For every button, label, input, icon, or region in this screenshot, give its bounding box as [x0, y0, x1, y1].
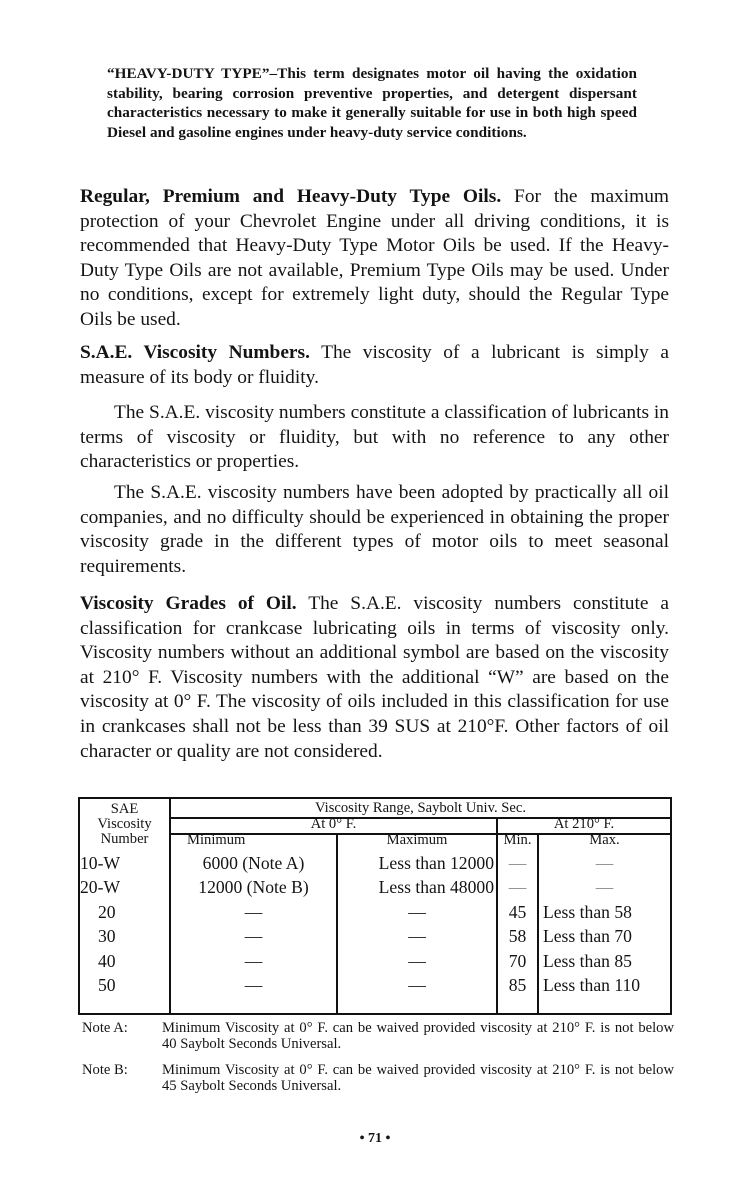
viscosity-table: [78, 797, 672, 1015]
cell-sae: 20-W: [80, 877, 121, 897]
viscosity-grades-paragraph: [80, 592, 669, 764]
cell-max-0f: Less than 12000: [378, 853, 494, 873]
viscosity-grades-heading: Viscosity Grades of Oil.: [80, 593, 297, 614]
note-a: [82, 1021, 674, 1052]
cell-max-0f: —: [408, 975, 426, 995]
cell-min-0f: —: [244, 975, 263, 995]
cell-sae: 50: [98, 975, 116, 995]
cell-min-210f: 45: [508, 902, 527, 922]
header-sae-line2: Viscosity: [97, 816, 152, 832]
cell-min-0f: —: [244, 926, 263, 946]
cell-min-0f: —: [244, 902, 263, 922]
header-max-0f: Maximum: [386, 832, 448, 848]
cell-max-0f: —: [408, 926, 426, 946]
cell-max-0f: Less than 48000: [378, 877, 494, 897]
cell-min-210f: 85: [508, 975, 527, 995]
cell-min-210f: 70: [508, 951, 527, 971]
cell-max-0f: —: [408, 902, 426, 922]
cell-max-210f: Less than 58: [543, 902, 632, 922]
header-at-0f: At 0° F.: [310, 816, 357, 832]
header-max-210f: Max.: [589, 832, 620, 848]
cell-max-210f: —: [595, 877, 614, 897]
cell-max-210f: Less than 70: [543, 926, 632, 946]
cell-max-210f: Less than 110: [543, 975, 641, 995]
cell-min-210f: 58: [508, 926, 527, 946]
cell-min-210f: —: [508, 877, 527, 897]
oil-types-body: For the maximum protection of your Chevrolet Engine under all driving conditions, it is recommended that Heavy-Duty Type Motor Oils be used. If the Heavy-Duty Type Oils are not available, Premium Type Oils may be used. Under no conditions, except for extremely light duty, should the Regular Type Oils be used.: [80, 186, 669, 330]
cell-min-0f: 12000 (Note B): [198, 877, 309, 897]
table-notes: [82, 1021, 674, 1105]
cell-sae: 20: [98, 902, 116, 922]
cell-sae: 30: [98, 926, 116, 946]
sae-adoption-paragraph: The S.A.E. viscosity numbers have been adopted by practically all oil companies, and no difficulty should be experienced in obtaining the proper viscosity grade in the different types of motor oils to meet seasonal requirements.: [80, 482, 669, 577]
header-min-210f: Min.: [503, 832, 532, 848]
note-b-label: Note B:: [82, 1062, 128, 1079]
note-b-text: Minimum Viscosity at 0° F. can be waived provided viscosity at 210° F. is not below 45 Saybolt Seconds Universal.: [162, 1062, 674, 1094]
oil-types-paragraph: [80, 185, 669, 333]
cell-min-210f: —: [508, 853, 527, 873]
header-at-210f: At 210° F.: [553, 816, 615, 832]
sae-numbers-paragraph: [80, 341, 669, 390]
sae-classification-paragraph: The S.A.E. viscosity numbers constitute a classification of lubricants in terms of viscosity or fluidity, but with no reference to any other characteristics or properties.: [80, 402, 669, 473]
heavy-duty-definition: “HEAVY-DUTY TYPE”–This term designates motor oil having the oxidation stability, bearing corrosion preventive properties, and detergent dispersant characteristics necessary to make it generally suitable for use in both high speed Diesel and gasoline engines under heavy-duty service conditions.: [107, 65, 637, 141]
viscosity-grades-body: The S.A.E. viscosity numbers constitute a classification for crankcase lubricating oils in terms of viscosity only. Viscosity numbers without an additional symbol are based on the viscosity at 210° F. Viscosity numbers with the additional “W” are based on the viscosity at 0° F. The viscosity of oils included in this classification for use in crankcases shall not be less than 39 SUS at 210°F. Other factors of oil character or quality are not considered.: [80, 593, 669, 762]
sae-numbers-heading: S.A.E. Viscosity Numbers.: [80, 342, 310, 363]
cell-max-210f: —: [595, 853, 614, 873]
sae-numbers-body: The viscosity of a lubricant is simply a measure of its body or fluidity.: [80, 342, 669, 388]
page-number: • 71 •: [359, 1131, 391, 1146]
note-a-text: Minimum Viscosity at 0° F. can be waived provided viscosity at 210° F. is not below 40 Saybolt Seconds Universal.: [162, 1020, 674, 1052]
cell-max-210f: Less than 85: [543, 951, 632, 971]
cell-sae: 40: [98, 951, 116, 971]
header-sae-line3: Number: [100, 831, 149, 847]
cell-min-0f: —: [244, 951, 263, 971]
cell-min-0f: 6000 (Note A): [202, 853, 305, 873]
header-min-0f: Minimum: [187, 832, 246, 848]
oil-types-heading: Regular, Premium and Heavy-Duty Type Oils.: [80, 186, 502, 207]
note-a-label: Note A:: [82, 1020, 128, 1036]
cell-sae: 10-W: [80, 853, 121, 873]
header-sae-line1: SAE: [110, 801, 139, 817]
cell-max-0f: —: [408, 951, 426, 971]
note-b: [82, 1063, 674, 1094]
header-range: Viscosity Range, Saybolt Univ. Sec.: [315, 800, 526, 816]
